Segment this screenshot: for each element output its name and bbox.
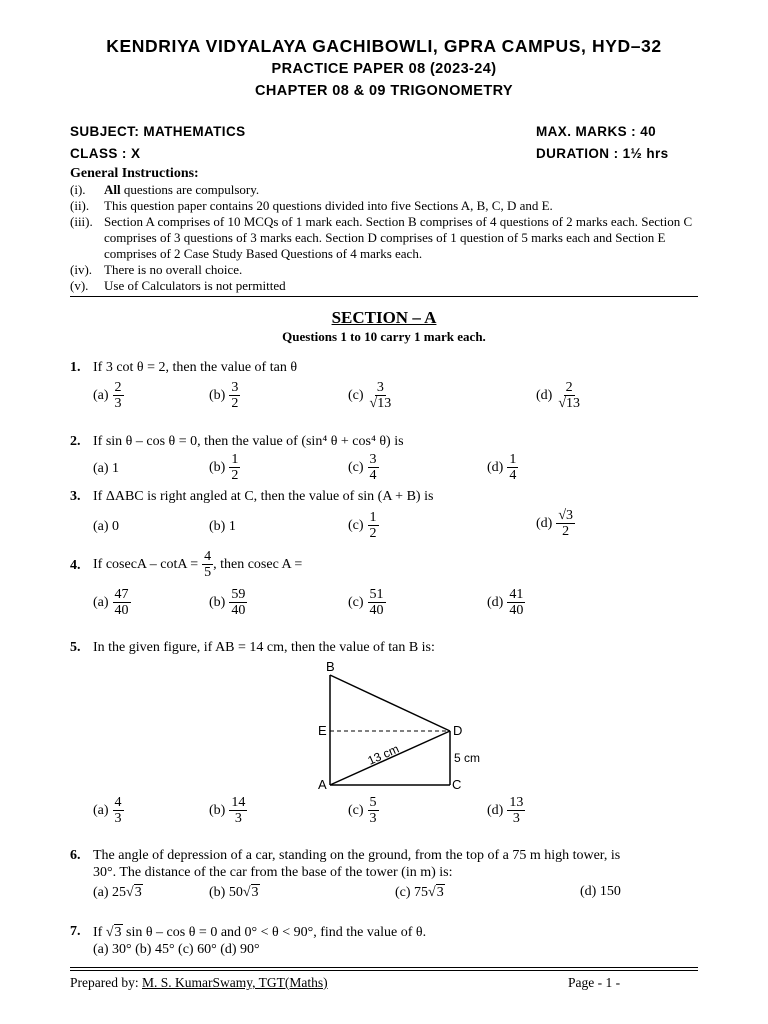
denominator: 2 [369,526,377,541]
label-hyp: 13 cm [365,741,402,768]
option-c [348,587,386,618]
instruction-item [70,262,700,278]
option-d [487,587,525,618]
label-side: 5 cm [454,751,481,765]
sqrt: √3 [105,925,122,940]
question-number: 5. [70,640,81,655]
divider [70,296,698,297]
option-label: (b) 50 [209,884,243,900]
section-subtitle: Questions 1 to 10 carry 1 mark each. [282,329,486,344]
denominator: 4 [369,468,377,483]
option-label: (c) [348,517,364,533]
denominator: 2 [231,468,239,483]
radicand: 3 [114,925,122,940]
question-text: If 3 cot θ = 2, then the value of tan θ [93,360,298,375]
instruction-item [70,278,700,294]
option-label: (a) [93,519,109,534]
instruction-text: Use of Calculators is not permitted [104,278,286,293]
numerator: 13 [509,795,524,810]
option-b [209,380,240,411]
sqrt: √3 [242,885,259,900]
option-c [348,452,379,483]
numerator: 41 [509,587,524,602]
sqrt: √3 [126,885,142,900]
option-label: (b) [209,519,226,534]
option-d [580,884,621,900]
option-label: (c) [348,594,364,610]
option-d [487,795,525,826]
chapter-title: CHAPTER 08 & 09 TRIGONOMETRY [254,83,513,99]
denominator: 2 [231,396,239,411]
question-text: 30°. The distance of the car from the base of the tower (in m) is: [93,865,453,880]
denominator: 3 [234,811,242,826]
question-text-part: If cosecA – cotA = [93,556,199,572]
option-label: (b) [209,387,226,403]
question-text-part: If [93,925,103,940]
option-label: (d) [536,515,553,531]
question-text-part: sin θ – cos θ = 0 and 0° < θ < 90°, find the value of θ. [126,925,427,940]
label-d: D [453,723,463,738]
denominator: √13 [369,396,392,411]
section-title: SECTION – A [331,308,437,327]
option-label: (d) [487,594,504,610]
option-b [209,519,236,535]
instruction-number: (iii). [70,214,93,229]
option-label: (d) [487,459,504,475]
option-b [209,452,240,483]
instruction-text: There is no overall choice. [104,262,243,277]
option-c [395,884,445,901]
option-a [93,380,124,411]
school-title: KENDRIYA VIDYALAYA GACHIBOWLI, GPRA CAMPUS, HYD–32 [106,36,662,56]
option-c [348,380,393,411]
instruction-number: (ii). [70,198,90,213]
page-number: Page - 1 - [568,975,621,990]
class-label: CLASS : X [70,146,141,161]
instruction-item [70,182,700,198]
option-label: (c) [348,387,364,403]
max-marks-label: MAX. MARKS : 40 [536,124,657,139]
question-number: 3. [70,489,81,504]
question-options: (a) 30° (b) 45° (c) 60° (d) 90° [93,942,260,957]
paper-title: PRACTICE PAPER 08 (2023-24) [271,61,497,77]
option-a [93,795,124,826]
footer-divider [70,970,698,971]
option-c [348,510,379,541]
option-label: (a) [93,594,109,610]
footer-divider [70,967,698,968]
label-a: A [318,777,327,792]
numerator: 3 [376,380,384,395]
option-a [93,519,119,535]
numerator: 4 [204,549,212,564]
option-label: (d) 150 [580,884,621,899]
option-label: (d) [536,387,553,403]
instruction-item [70,214,700,262]
instruction-text: This question paper contains 20 questions divided into five Sections A, B, C, D and E. [104,198,553,213]
numerator: 14 [231,795,246,810]
option-label: (c) [348,802,364,818]
footer-prepared [70,975,328,991]
numerator: √3 [558,508,574,523]
option-label: (a) [93,461,109,476]
denominator: 3 [114,396,122,411]
duration-label: DURATION : 1½ hrs [536,146,669,161]
radicand: 3 [251,885,259,900]
numerator: 3 [369,452,377,467]
option-b [209,884,260,901]
instruction-number: (i). [70,182,86,197]
radicand: 3 [134,885,142,900]
question-text [93,549,302,580]
denominator: 5 [204,565,212,580]
instruction-number: (v). [70,278,89,293]
numerator: 2 [565,380,573,395]
numerator: 47 [114,587,129,602]
numerator: 5 [369,795,377,810]
option-a [93,587,131,618]
option-label: (c) [348,459,364,475]
numerator: 3 [231,380,239,395]
denominator: 40 [509,603,524,618]
triangle-figure [310,655,500,795]
option-label: (b) [209,802,226,818]
prepared-label: Prepared by: [70,975,139,990]
numerator: 4 [114,795,122,810]
option-label: (b) [209,594,226,610]
option-label: (a) [93,802,109,818]
option-label: (c) 75 [395,884,429,900]
question-text: The angle of depression of a car, standing on the ground, from the top of a 75 m high tower, is [93,848,621,863]
denominator: 3 [369,811,377,826]
radicand: 3 [436,885,444,900]
denominator: 40 [114,603,129,618]
option-a [93,884,143,901]
option-d [536,380,582,411]
denominator: 4 [509,468,517,483]
instruction-text: questions are compulsory. [120,182,260,197]
question-text-part: , then cosec A = [213,556,303,572]
denominator: √13 [558,396,581,411]
instructions-title: General Instructions: [70,166,199,181]
question-text [93,924,426,941]
question-number: 1. [70,360,81,375]
denominator: 3 [512,811,520,826]
numerator: 59 [231,587,246,602]
option-b [209,795,247,826]
question-text: If ΔABC is right angled at C, then the value of sin (A + B) is [93,489,434,504]
numerator: 1 [231,452,239,467]
question-number: 2. [70,434,81,449]
option-value: 0 [112,519,120,534]
option-label: (a) [93,387,109,403]
option-label: (d) [487,802,504,818]
numerator: 51 [369,587,384,602]
denominator: 40 [369,603,384,618]
subject-label: SUBJECT: MATHEMATICS [70,124,246,139]
label-c: C [452,777,462,792]
option-a [93,461,119,477]
instruction-bold: All [104,182,121,197]
prepared-name: M. S. KumarSwamy, TGT(Maths) [141,975,328,990]
numerator: 1 [369,510,377,525]
label-e: E [318,723,327,738]
instruction-number: (iv). [70,262,93,277]
denominator: 40 [231,603,246,618]
question-number: 6. [70,848,81,863]
denominator: 3 [114,811,122,826]
numerator: 2 [114,380,122,395]
option-value: 1 [112,461,120,476]
option-value: 1 [228,519,236,534]
label-b: B [326,659,335,674]
instruction-text: Section A comprises of 10 MCQs of 1 mark each. Section B comprises of 4 questions of 2 marks each. Section C comprises of 3 questions of 3 marks each. Section D comprises of 1 question of 5 marks each and Section E comprises of 2 Case Study Based Questions of 4 marks each. [104,214,693,261]
sqrt: √3 [428,885,444,900]
instruction-item [70,198,700,214]
option-label: (b) [209,459,226,475]
option-label: (a) 25 [93,884,127,900]
option-b [209,587,247,618]
question-text: In the given figure, if AB = 14 cm, then the value of tan B is: [93,640,435,655]
question-number: 4. [70,558,81,573]
option-d [487,452,518,483]
numerator: 1 [509,452,517,467]
question-number: 7. [70,924,81,939]
denominator: 2 [562,524,570,539]
option-c [348,795,379,826]
question-text: If sin θ – cos θ = 0, then the value of (sin⁴ θ + cos⁴ θ) is [93,434,404,449]
line-bd [330,675,450,731]
option-d [536,508,575,539]
